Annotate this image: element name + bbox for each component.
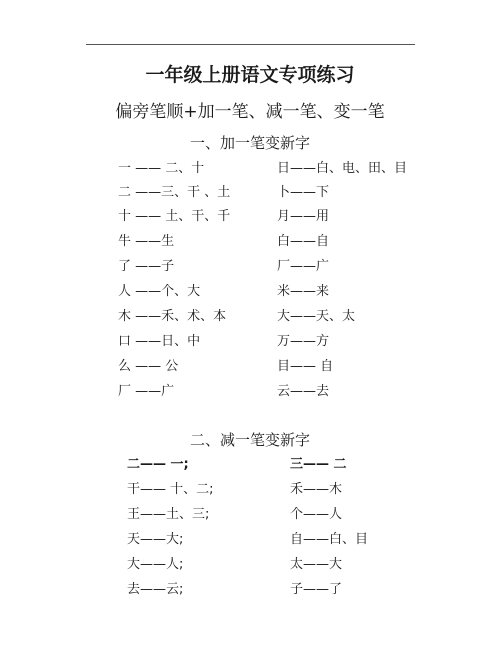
list-item: 卜——下 (277, 185, 330, 200)
list-item: 了 ——子 (118, 259, 175, 274)
top-divider (86, 44, 415, 45)
page-subtitle: 偏旁笔顺+加一笔、减一笔、变一笔 (115, 102, 385, 122)
list-item: 厂——广 (277, 259, 330, 274)
list-item: 牛 ——生 (118, 234, 175, 249)
list-item: 二—— 一; (127, 457, 189, 472)
list-item: 么 —— 公 (118, 359, 179, 374)
list-item: 一 —— 二、十 (118, 161, 205, 176)
list-item: 万——方 (277, 334, 330, 349)
list-item: 禾——木 (290, 482, 343, 497)
section-heading-add-stroke: 一、加一笔变新字 (189, 134, 310, 152)
list-item: 目—— 自 (277, 359, 334, 374)
list-item: 白——自 (277, 234, 330, 249)
list-item: 二 ——三、干 、土 (118, 185, 231, 200)
list-item: 干—— 十、二; (127, 482, 214, 497)
list-item: 日——白、电、田、目 (277, 161, 408, 176)
list-item: 自——白、目 (290, 532, 369, 547)
list-item: 云——去 (277, 384, 330, 399)
list-item: 子——了 (290, 582, 343, 597)
list-item: 个——人 (290, 507, 343, 522)
list-item: 厂 ——广 (118, 384, 175, 399)
list-item: 人 ——个、大 (118, 284, 201, 299)
list-item: 王——土、三; (127, 507, 210, 522)
list-item: 大——人; (127, 557, 184, 572)
list-item: 十 —— 土、干、千 (118, 209, 231, 224)
list-item: 口 ——日、中 (118, 334, 201, 349)
list-item: 大——天、太 (277, 309, 356, 324)
list-item: 米——来 (277, 284, 330, 299)
list-item: 太——大 (290, 557, 343, 572)
list-item: 月——用 (277, 209, 330, 224)
page-title: 一年级上册语文专项练习 (145, 64, 355, 86)
list-item: 去——云; (127, 582, 184, 597)
list-item: 三—— 二 (290, 457, 347, 472)
list-item: 木 ——禾、术、本 (118, 309, 227, 324)
section-heading-remove-stroke: 二、减一笔变新字 (189, 431, 310, 449)
list-item: 天——大; (127, 532, 184, 547)
